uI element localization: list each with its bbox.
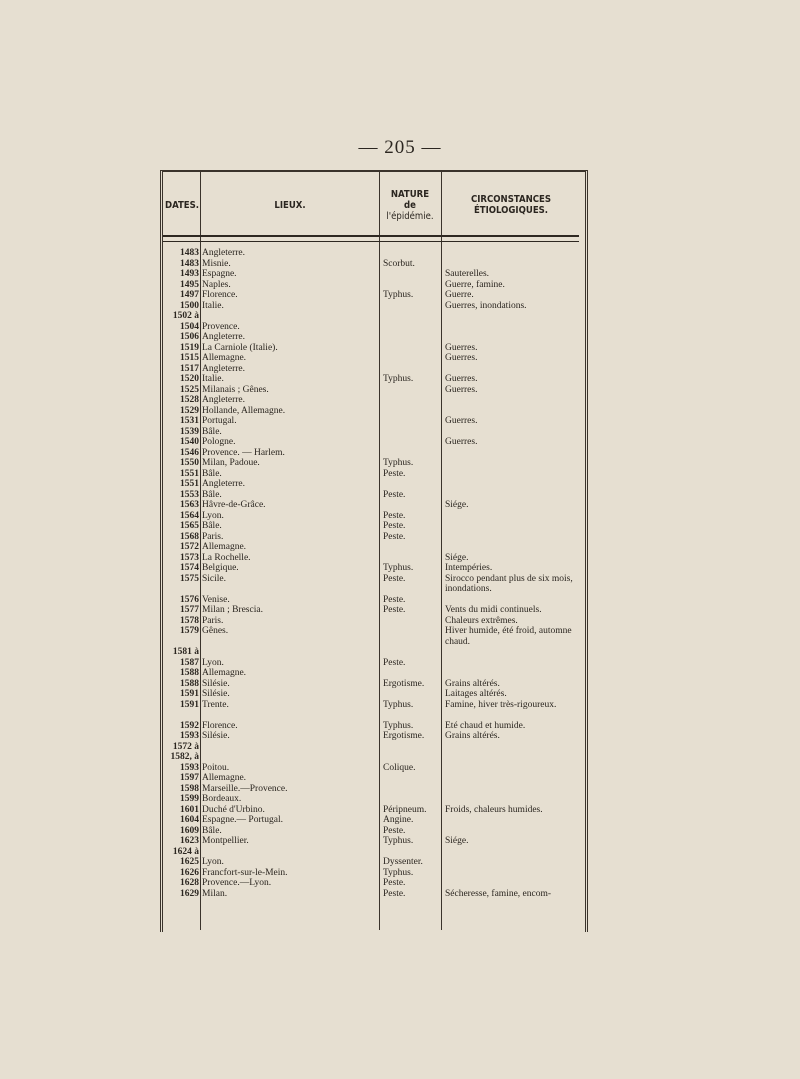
lieu-cell: Silésie. [202, 678, 230, 689]
nature-cell: Peste. [383, 594, 406, 605]
date-cell: 1597 [180, 773, 199, 783]
table-row [163, 332, 581, 343]
lieu-cell: Paris. [202, 531, 224, 542]
table-row [163, 574, 581, 595]
table-row [163, 458, 581, 469]
circonstances-cell: Sécheresse, famine, encom- [445, 888, 552, 899]
nature-cell: Peste. [383, 531, 406, 542]
circonstances-cell: Guerres, inondations. [445, 300, 527, 311]
table-row [163, 626, 581, 647]
table-row [163, 595, 581, 606]
table-row [163, 437, 581, 448]
lieu-cell: Angleterre. [202, 248, 245, 258]
lieu-cell: Bâle. [202, 426, 222, 437]
table-row [163, 773, 581, 784]
nature-cell: Typhus. [383, 836, 414, 846]
date-cell: 1563 [180, 500, 199, 510]
header-circonstances: CIRCONSTANCES ÉTIOLOGIQUES. [470, 194, 551, 216]
lieu-cell: Silésie. [202, 689, 230, 699]
circonstances-cell: Siége. [445, 552, 469, 563]
lieu-cell: Montpellier. [202, 836, 249, 846]
table-row [163, 658, 581, 669]
date-cell: 1515 [180, 353, 199, 363]
date-cell: 1551 [180, 479, 199, 489]
lieu-cell: Poitou. [202, 762, 230, 773]
table-row [163, 500, 581, 511]
lieu-cell: Angleterre. [202, 332, 245, 342]
nature-cell: Typhus. [383, 720, 414, 731]
nature-cell: Peste. [383, 888, 406, 899]
nature-cell: Typhus. [383, 374, 414, 384]
lieu-cell: Portugal. [202, 416, 237, 426]
table-row [163, 700, 581, 721]
date-cell: 1588 [180, 668, 199, 678]
date-cell: 1497 [180, 290, 199, 300]
lieu-cell: Naples. [202, 279, 231, 290]
date-cell: 1506 [180, 332, 199, 342]
table-row [163, 364, 581, 375]
lieu-cell: Provence. — Harlem. [202, 447, 285, 458]
lieu-cell: Milan ; Brescia. [202, 605, 263, 615]
nature-cell: Typhus. [383, 458, 414, 468]
table-row [163, 668, 581, 679]
table-row [163, 763, 581, 774]
header-nature-line2: de [404, 199, 416, 211]
date-cell: 1582, à [170, 752, 199, 762]
table-row [163, 521, 581, 532]
date-cell: 1623 [180, 836, 199, 846]
table-row [163, 385, 581, 396]
table-row [163, 511, 581, 522]
header-lieux: LIEUX. [274, 199, 306, 211]
lieu-cell: Bâle. [202, 521, 222, 531]
lieu-cell: Espagne. [202, 269, 237, 279]
date-cell: 1587 [180, 657, 199, 668]
table-row [163, 731, 581, 742]
table-row [163, 826, 581, 837]
nature-cell: Ergotisme. [383, 678, 425, 689]
nature-cell: Péripneum. [383, 804, 427, 815]
date-cell: 1591 [180, 689, 199, 699]
table-row [163, 857, 581, 868]
table-row [163, 301, 581, 312]
date-cell: 1598 [180, 783, 199, 794]
date-cell: 1573 [180, 552, 199, 563]
table-row [163, 815, 581, 826]
date-cell: 1564 [180, 510, 199, 521]
date-cell: 1624 à [172, 846, 199, 857]
lieu-cell: Florence. [202, 720, 238, 731]
table-row [163, 248, 581, 259]
lieu-cell: Belgique. [202, 563, 239, 573]
lieu-cell: Florence. [202, 290, 238, 300]
table-row [163, 448, 581, 459]
nature-cell: Typhus. [383, 867, 414, 878]
date-cell: 1593 [180, 731, 199, 741]
table-row [163, 563, 581, 574]
lieu-cell: Pologne. [202, 437, 236, 447]
circonstances-cell: Grains altérés. [445, 678, 500, 689]
lieu-cell: Duché d'Urbino. [202, 804, 265, 815]
date-cell: 1540 [180, 437, 199, 447]
lieu-cell: Misnie. [202, 258, 231, 269]
date-cell: 1493 [180, 269, 199, 279]
nature-cell: Dyssenter. [383, 857, 423, 867]
table-row [163, 784, 581, 795]
lieu-cell: Provence. [202, 321, 240, 332]
lieu-cell: Angleterre. [202, 479, 245, 489]
date-cell: 1599 [180, 794, 199, 804]
date-cell: 1550 [180, 458, 199, 468]
lieu-cell: Hollande, Allemagne. [202, 405, 286, 416]
lieu-cell: La Carniole (Italie). [202, 342, 278, 353]
date-cell: 1574 [180, 563, 199, 573]
table-row [163, 847, 581, 858]
date-cell: 1525 [180, 384, 199, 395]
date-cell: 1502 à [172, 311, 199, 321]
date-cell: 1592 [180, 720, 199, 731]
circonstances-cell: Guerres. [445, 437, 478, 447]
lieu-cell: Provence.—Lyon. [202, 878, 272, 888]
lieu-cell: Bâle. [202, 489, 222, 500]
table-row [163, 868, 581, 879]
lieu-cell: Espagne.— Portugal. [202, 815, 284, 825]
circonstances-cell: Grains altérés. [445, 731, 500, 741]
nature-cell: Peste. [383, 521, 406, 531]
table-row [163, 532, 581, 543]
date-cell: 1601 [180, 804, 199, 815]
circonstances-cell: Hiver humide, été froid, automne chaud. [445, 626, 572, 647]
lieu-cell: Allemagne. [202, 542, 247, 552]
lieu-cell: Trente. [202, 699, 229, 710]
date-cell: 1591 [180, 699, 199, 710]
table-row [163, 721, 581, 732]
date-cell: 1579 [180, 626, 199, 636]
date-cell: 1500 [180, 300, 199, 311]
date-cell: 1581 à [172, 647, 199, 657]
table-row [163, 647, 581, 658]
nature-cell: Peste. [383, 489, 406, 500]
date-cell: 1546 [180, 447, 199, 458]
circonstances-cell: Chaleurs extrêmes. [445, 615, 518, 626]
table-row [163, 752, 581, 763]
table-row [163, 553, 581, 564]
lieu-cell: Angleterre. [202, 363, 245, 374]
table-row [163, 406, 581, 417]
table-row [163, 280, 581, 291]
lieu-cell: Bordeaux. [202, 794, 242, 804]
nature-cell: Peste. [383, 468, 406, 479]
table-row [163, 679, 581, 690]
lieu-cell: Sicile. [202, 573, 227, 584]
date-cell: 1572 [180, 542, 199, 552]
date-cell: 1483 [180, 248, 199, 258]
nature-cell: Peste. [383, 878, 406, 888]
lieu-cell: Allemagne. [202, 353, 247, 363]
table-row [163, 322, 581, 333]
lieu-cell: Gênes. [202, 626, 229, 636]
table-row [163, 290, 581, 301]
nature-cell: Scorbut. [383, 258, 415, 269]
lieu-cell: Lyon. [202, 510, 224, 521]
lieu-cell: Hâvre-de-Grâce. [202, 500, 266, 510]
nature-cell: Ergotisme. [383, 731, 425, 741]
nature-cell: Peste. [383, 657, 406, 668]
circonstances-cell: Guerres. [445, 342, 478, 353]
date-cell: 1628 [180, 878, 199, 888]
date-cell: 1517 [180, 363, 199, 374]
lieu-cell: Italie. [202, 300, 224, 311]
lieu-cell: Milan, Padoue. [202, 458, 260, 468]
nature-cell: Peste. [383, 825, 406, 836]
table-row [163, 805, 581, 816]
table-row [163, 311, 581, 322]
date-cell: 1495 [180, 279, 199, 290]
circonstances-cell: Guerres. [445, 353, 478, 363]
table-row [163, 259, 581, 270]
lieu-cell: Milanais ; Gênes. [202, 384, 269, 395]
date-cell: 1504 [180, 321, 199, 332]
circonstances-cell: Intempéries. [445, 563, 493, 573]
date-cell: 1529 [180, 405, 199, 416]
date-cell: 1539 [180, 426, 199, 437]
lieu-cell: Venise. [202, 594, 230, 605]
table-row [163, 427, 581, 438]
date-cell: 1609 [180, 825, 199, 836]
circonstances-cell: Siége. [445, 836, 469, 846]
header-dates: DATES. [164, 199, 200, 211]
circonstances-cell: Guerre. [445, 290, 474, 300]
date-cell: 1626 [180, 867, 199, 878]
table-row [163, 479, 581, 490]
date-cell: 1629 [180, 888, 199, 899]
lieu-cell: Milan. [202, 888, 228, 899]
lieu-cell: Allemagne. [202, 773, 247, 783]
table-row [163, 794, 581, 805]
circonstances-cell: Sauterelles. [445, 269, 490, 279]
table-row [163, 490, 581, 501]
lieu-cell: Italie. [202, 374, 224, 384]
table-body [163, 248, 581, 899]
table-row [163, 395, 581, 406]
table-row [163, 374, 581, 385]
circonstances-cell: Froids, chaleurs humides. [445, 804, 543, 815]
circonstances-cell: Famine, hiver très-rigoureux. [445, 699, 557, 710]
lieu-cell: Paris. [202, 615, 224, 626]
table-row [163, 343, 581, 354]
lieu-cell: Bâle. [202, 825, 222, 836]
table-row [163, 542, 581, 553]
circonstances-cell: Guerres. [445, 374, 478, 384]
table-row [163, 416, 581, 427]
lieu-cell: Silésie. [202, 731, 230, 741]
table-row [163, 889, 581, 900]
circonstances-cell: Sirocco pendant plus de six mois, inondations. [445, 573, 573, 594]
table-row [163, 616, 581, 627]
header-nature-line1: NATURE [390, 188, 430, 200]
date-cell: 1565 [180, 521, 199, 531]
page-number: — 205 — [358, 137, 442, 158]
nature-cell: Angine. [383, 815, 414, 825]
nature-cell: Typhus. [383, 699, 414, 710]
date-cell: 1531 [180, 416, 199, 426]
table-row [163, 878, 581, 889]
lieu-cell: Allemagne. [202, 668, 247, 678]
table-row [163, 469, 581, 480]
date-cell: 1575 [180, 573, 199, 584]
nature-cell: Peste. [383, 510, 406, 521]
table-row [163, 836, 581, 847]
date-cell: 1572 à [172, 741, 199, 752]
lieu-cell: Lyon. [202, 857, 224, 867]
table-row [163, 605, 581, 616]
circonstances-cell: Guerres. [445, 416, 478, 426]
header-nature [379, 174, 441, 236]
date-cell: 1553 [180, 489, 199, 500]
lieu-cell: La Rochelle. [202, 552, 251, 563]
date-cell: 1528 [180, 395, 199, 405]
circonstances-cell: Guerre, famine. [445, 279, 505, 290]
circonstances-cell: Laitages altérés. [445, 689, 507, 699]
header-nature-line3: l'épidémie. [386, 210, 434, 222]
date-cell: 1519 [180, 342, 199, 353]
nature-cell: Colique. [383, 762, 416, 773]
lieu-cell: Francfort-sur-le-Mein. [202, 867, 288, 878]
header-rule [163, 235, 579, 242]
circonstances-cell: Vents du midi continuels. [445, 605, 542, 615]
date-cell: 1520 [180, 374, 199, 384]
date-cell: 1578 [180, 615, 199, 626]
nature-cell: Typhus. [383, 290, 414, 300]
lieu-cell: Angleterre. [202, 395, 245, 405]
table-row [163, 353, 581, 364]
date-cell: 1604 [180, 815, 199, 825]
circonstances-cell: Guerres. [445, 384, 478, 395]
date-cell: 1568 [180, 531, 199, 542]
date-cell: 1577 [180, 605, 199, 615]
lieu-cell: Marseille.—Provence. [202, 783, 288, 794]
date-cell: 1588 [180, 678, 199, 689]
date-cell: 1625 [180, 857, 199, 867]
date-cell: 1593 [180, 762, 199, 773]
lieu-cell: Bâle. [202, 468, 222, 479]
lieu-cell: Lyon. [202, 657, 224, 668]
date-cell: 1483 [180, 258, 199, 269]
nature-cell: Peste. [383, 605, 406, 615]
circonstances-cell: Siége. [445, 500, 469, 510]
date-cell: 1551 [180, 468, 199, 479]
nature-cell: Typhus. [383, 563, 414, 573]
nature-cell: Peste. [383, 573, 406, 584]
table-row [163, 269, 581, 280]
circonstances-cell: Été chaud et humide. [445, 720, 526, 731]
date-cell: 1576 [180, 594, 199, 605]
table-row [163, 742, 581, 753]
table-row [163, 689, 581, 700]
